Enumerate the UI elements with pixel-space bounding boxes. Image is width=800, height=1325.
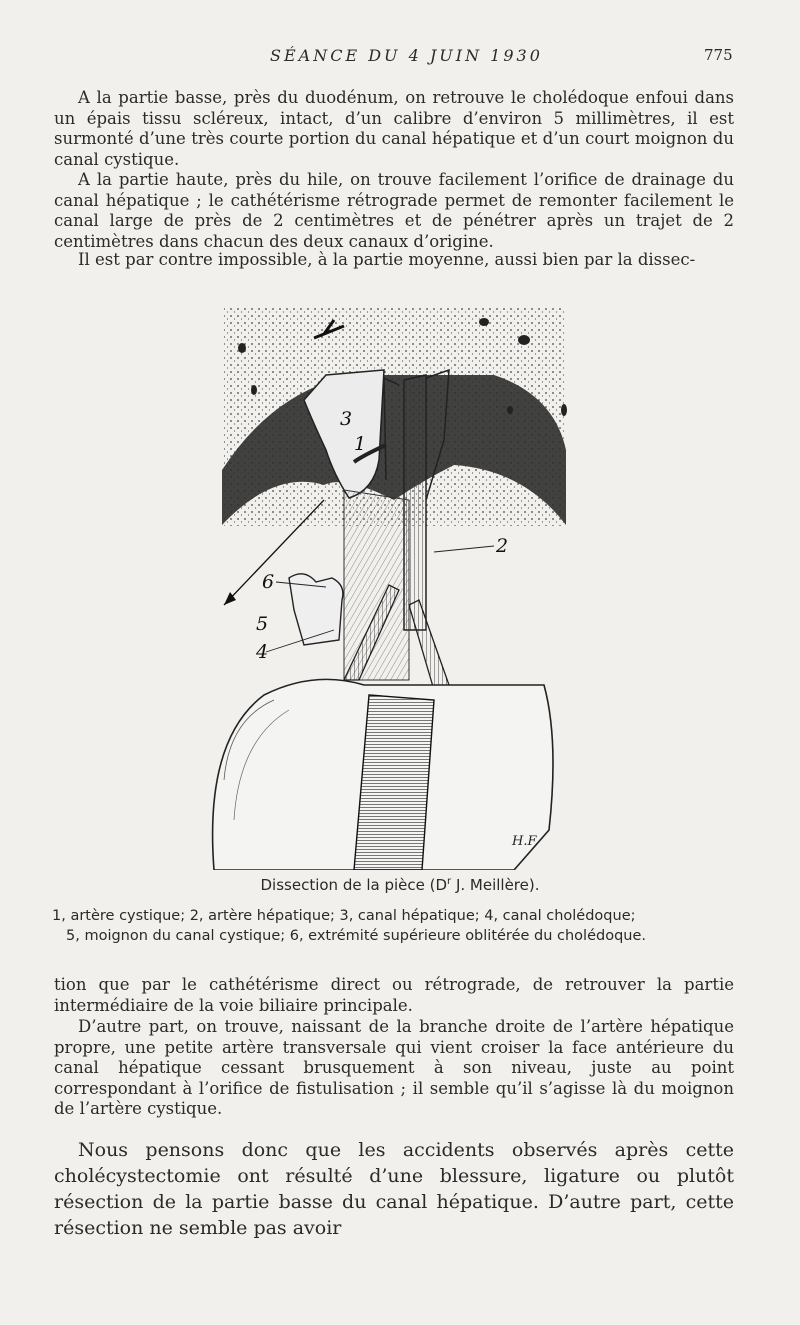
figure-label-3: 3	[340, 408, 353, 430]
figure-caption	[0, 876, 800, 894]
connective-tissue	[344, 490, 409, 680]
figure-label-2: 2	[496, 535, 509, 557]
page-number: 775	[704, 46, 733, 64]
legend-line-1: 1, artère cystique; 2, artère hépatique; 3, canal hépatique; 4, canal cholédoque;	[52, 908, 636, 924]
figure-label-6: 6	[262, 571, 275, 593]
paragraph-6: Nous pensons donc que les accidents observés après cette cholécystectomie ont résulté d’une blessure, ligature ou plutôt résection de la partie basse du canal hépatique. D’autre part, cette résection ne semble pas avoir	[54, 1139, 734, 1239]
legend-line-2: 5, moignon du canal cystique; 6, extrémité supérieure oblitérée du cholédoque.	[66, 928, 647, 944]
paragraph-4: tion que par le cathétérisme direct ou rétrograde, de retrouver la partie intermédiaire de la voie biliaire principale.	[54, 975, 734, 1015]
caption-text: Dissection de la pièce (D	[260, 876, 448, 894]
figure-label-1: 1	[354, 433, 367, 455]
figure-label-5: 5	[256, 613, 269, 635]
anatomical-illustration	[194, 300, 574, 870]
artist-signature: H.F.	[512, 834, 539, 849]
paragraph-3: Il est par contre impossible, à la partie moyenne, aussi bien par la dissec-	[78, 250, 696, 269]
caption-text-end: J. Meillère).	[451, 876, 540, 894]
paragraph-2: A la partie haute, près du hile, on trouve facilement l’orifice de drainage du canal hépatique ; le cathétérisme rétrograde permet de remonter facilement le canal large de près de 2 centimètres et de pénétrer après un trajet de 2 centimètres dans chacun des deux canaux d’origine.	[54, 170, 734, 251]
paragraph-5: D’autre part, on trouve, naissant de la branche droite de l’artère hépatique propre, une petite artère transversale qui vient croiser la face antérieure du canal hépatique cessant brusquement à son niveau, juste au point correspondant à l’orifice de fistulisation ; il semble qu’il s’agisse là du moignon de l’artère cystique.	[54, 1017, 734, 1118]
figure-label-4: 4	[256, 641, 269, 663]
header-title: SÉANCE DU 4 JUIN 1930	[270, 46, 543, 65]
paragraph-1: A la partie basse, près du duodénum, on retrouve le cholédoque enfoui dans un épais tissu scléreux, intact, d’un calibre d’environ 5 millimètres, il est surmonté d’une très courte portion du canal hépatique et d’un court moignon du canal cystique.	[54, 88, 734, 169]
caption-superscript: r	[447, 876, 452, 887]
figure-legend	[52, 906, 736, 946]
running-header	[0, 44, 800, 68]
